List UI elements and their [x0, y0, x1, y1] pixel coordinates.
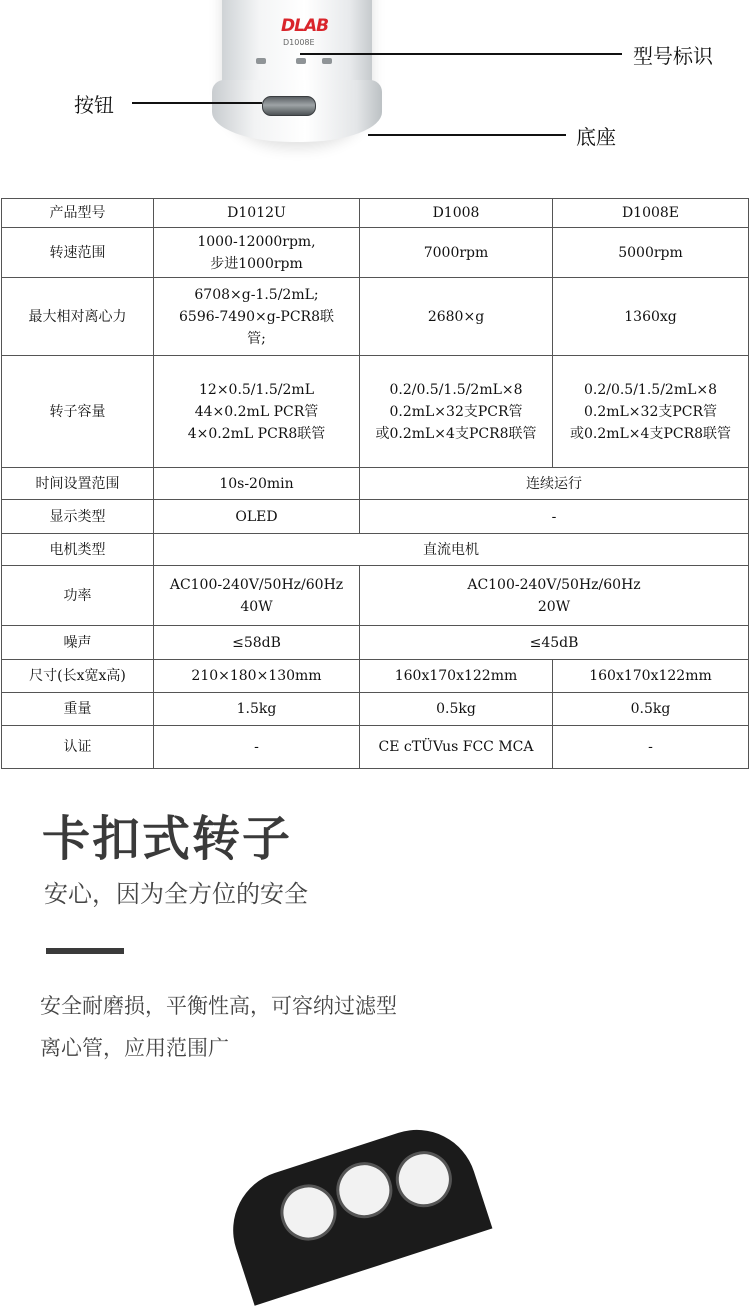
- table-cell: -: [154, 726, 360, 769]
- table-cell: 0.5kg: [360, 693, 553, 726]
- row-label: 转速范围: [2, 228, 154, 278]
- row-label: 最大相对离心力: [2, 278, 154, 356]
- table-cell: 0.2/0.5/1.5/2mL×8 0.2mL×32支PCR管 或0.2mL×4支PCR8联管: [360, 356, 553, 468]
- table-cell: 6708×g-1.5/2mL; 6596-7490×g-PCR8联 管;: [154, 278, 360, 356]
- button-callout-line: [132, 102, 262, 104]
- row-label: 认证: [2, 726, 154, 769]
- table-row-time: [2, 468, 749, 500]
- header-cell: D1008: [360, 199, 553, 228]
- feature-description-line: 离心管，应用范围广: [40, 1036, 229, 1060]
- row-label: 电机类型: [2, 534, 154, 566]
- device-button: [262, 96, 316, 116]
- rotor-hole-icon: [329, 1155, 400, 1226]
- model-callout-label: 型号标识: [633, 44, 713, 68]
- table-header-row: [2, 199, 749, 228]
- table-row-display: [2, 500, 749, 534]
- row-label: 重量: [2, 693, 154, 726]
- device-model-text: D1008E: [283, 38, 315, 47]
- table-cell: AC100-240V/50Hz/60Hz 20W: [360, 566, 749, 626]
- table-cell: 160x170x122mm: [553, 660, 749, 693]
- table-cell: AC100-240V/50Hz/60Hz 40W: [154, 566, 360, 626]
- row-label: 转子容量: [2, 356, 154, 468]
- vent-icon: [296, 58, 306, 64]
- table-cell: 1360xg: [553, 278, 749, 356]
- base-callout-line: [368, 134, 566, 136]
- feature-description: [40, 985, 540, 1069]
- row-label: 时间设置范围: [2, 468, 154, 500]
- table-cell: 12×0.5/1.5/2mL 44×0.2mL PCR管 4×0.2mL PCR8联管: [154, 356, 360, 468]
- header-cell: 产品型号: [2, 199, 154, 228]
- table-row-speed: [2, 228, 749, 278]
- button-callout-label: 按钮: [74, 93, 114, 117]
- table-row-noise: [2, 626, 749, 660]
- row-label: 功率: [2, 566, 154, 626]
- spec-table: [1, 198, 749, 769]
- table-cell: 7000rpm: [360, 228, 553, 278]
- table-cell: -: [360, 500, 749, 534]
- rotor-hole-icon: [273, 1177, 344, 1248]
- table-cell: 5000rpm: [553, 228, 749, 278]
- table-row-rotor: [2, 356, 749, 468]
- table-cell: 1.5kg: [154, 693, 360, 726]
- table-row-cert: [2, 726, 749, 769]
- table-cell: ≤58dB: [154, 626, 360, 660]
- table-cell: ≤45dB: [360, 626, 749, 660]
- rotor-image: [218, 1114, 493, 1305]
- model-callout-line: [300, 53, 622, 55]
- table-row-size: [2, 660, 749, 693]
- table-cell: CE cTÜVus FCC MCA: [360, 726, 553, 769]
- row-label: 尺寸(长x宽x高): [2, 660, 154, 693]
- vent-icon: [256, 58, 266, 64]
- table-cell: 210×180×130mm: [154, 660, 360, 693]
- table-cell: -: [553, 726, 749, 769]
- header-cell: D1012U: [154, 199, 360, 228]
- table-cell: 2680×g: [360, 278, 553, 356]
- vent-icon: [322, 58, 332, 64]
- table-row-weight: [2, 693, 749, 726]
- table-cell: 160x170x122mm: [360, 660, 553, 693]
- feature-description-line: 安全耐磨损，平衡性高，可容纳过滤型: [40, 994, 397, 1018]
- table-row-rcf: [2, 278, 749, 356]
- product-hero-image: [0, 0, 750, 190]
- feature-title: 卡扣式转子: [42, 811, 293, 867]
- table-cell: 直流电机: [154, 534, 749, 566]
- header-cell: D1008E: [553, 199, 749, 228]
- table-row-power: [2, 566, 749, 626]
- table-cell: 连续运行: [360, 468, 749, 500]
- table-cell: 10s-20min: [154, 468, 360, 500]
- table-cell: OLED: [154, 500, 360, 534]
- table-cell: 0.5kg: [553, 693, 749, 726]
- feature-divider: [46, 948, 124, 954]
- base-callout-label: 底座: [576, 125, 616, 149]
- table-cell: 0.2/0.5/1.5/2mL×8 0.2mL×32支PCR管 或0.2mL×4支PCR8联管: [553, 356, 749, 468]
- table-row-motor: [2, 534, 749, 566]
- row-label: 噪声: [2, 626, 154, 660]
- feature-subtitle: 安心，因为全方位的安全: [44, 880, 308, 908]
- device-logo: DLAB: [281, 16, 329, 36]
- row-label: 显示类型: [2, 500, 154, 534]
- table-cell: 1000-12000rpm, 步进1000rpm: [154, 228, 360, 278]
